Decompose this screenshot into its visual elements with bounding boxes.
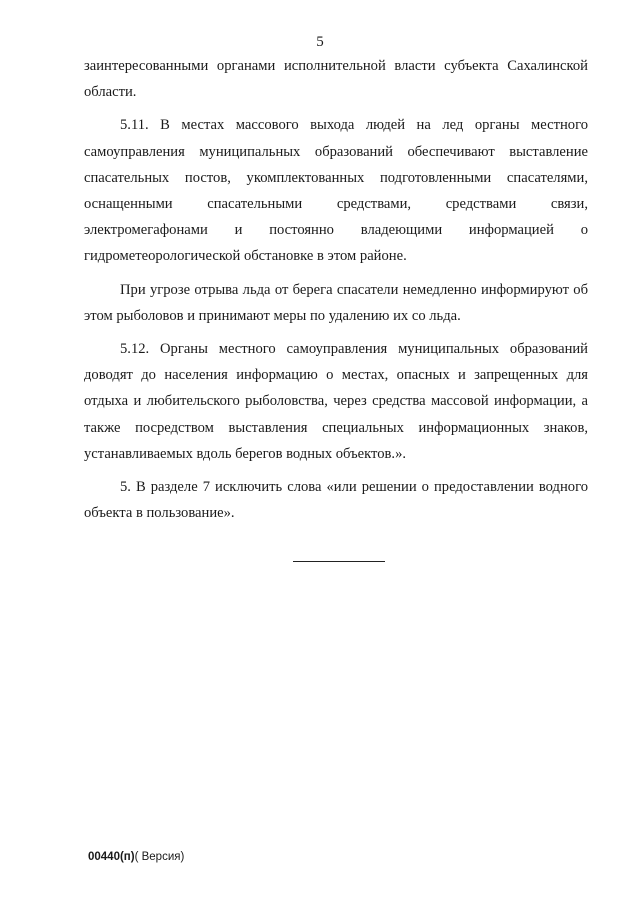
page-number: 5 bbox=[316, 34, 324, 50]
document-body bbox=[84, 53, 588, 526]
paragraph-ice-threat: При угрозе отрыва льда от берега спасатели немедленно информируют об этом рыболовов и принимают меры по удалению их со льда. bbox=[84, 281, 588, 324]
end-divider-line bbox=[293, 561, 385, 562]
paragraph-continuation: заинтересованными органами исполнительной власти субъекта Сахалинской области. bbox=[84, 58, 588, 101]
footer-document-code: 00440(п) bbox=[88, 851, 135, 863]
footer-version-label: ( Версия) bbox=[134, 851, 185, 863]
footer bbox=[88, 851, 184, 863]
paragraph-5-11: 5.11. В местах массового выхода людей на лед органы местного самоуправления муниципальных образований обеспечивают выставление спасательных постов, укомплектованных подготовленными спасателями, оснащенными спасательными средствами, средствами связи, электромегафонами и постоянно владеющими информацией о гидрометеорологической обстановке в этом районе. bbox=[84, 117, 588, 265]
paragraph-section-7: 5. В разделе 7 исключить слова «или решении о предоставлении водного объекта в пользование». bbox=[84, 479, 588, 522]
paragraph-5-12: 5.12. Органы местного самоуправления муниципальных образований доводят до населения информацию о местах, опасных и запрещенных для отдыха и любительского рыболовства, через средства массовой информации, а также посредством выставления специальных информационных знаков, устанавливаемых вдоль берегов водных объектов.». bbox=[84, 341, 588, 462]
